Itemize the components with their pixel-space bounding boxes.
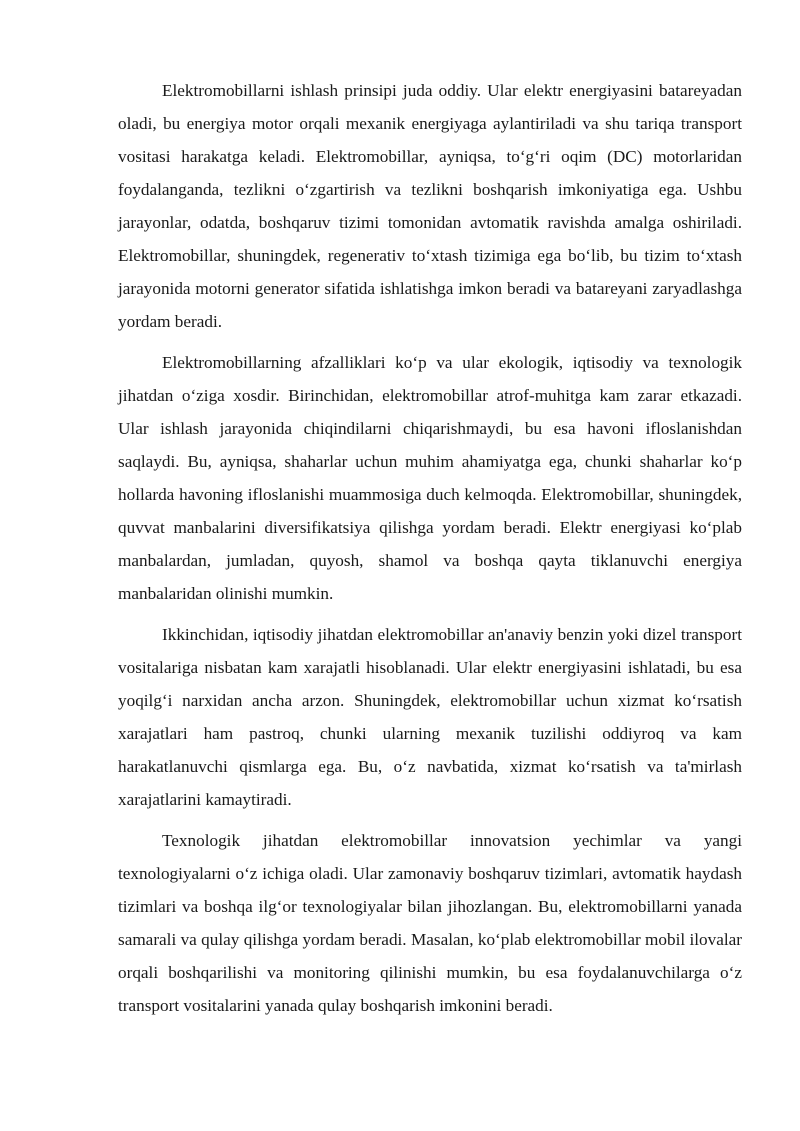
paragraph-working-principle: Elektromobillarni ishlash prinsipi juda oddiy. Ular elektr energiyasini batareyadan oladi, bu energiya motor orqali mexanik energiyaga aylantiriladi va shu tariqa transport vositasi harakatga keladi. Elektromobillar, ayniqsa, to‘g‘ri oqim (DC) motorlaridan foydalanganda, tezlikni o‘zgartirish va tezlikni boshqarish imkoniyatiga ega. Ushbu jarayonlar, odatda, boshqaruv tizimi tomonidan avtomatik ravishda amalga oshiriladi. Elektromobillar, shuningdek, regenerativ to‘xtash tizimiga ega bo‘lib, bu tizim to‘xtash jarayonida motorni generator sifatida ishlatishga imkon beradi va batareyani zaryadlashga yordam beradi. <box>118 81 742 331</box>
paragraph-advantages-economic: Ikkinchidan, iqtisodiy jihatdan elektromobillar an'anaviy benzin yoki dizel transport vositalariga nisbatan kam xarajatli hisoblanadi. Ular elektr energiyasini ishlatadi, bu esa yoqilg‘i narxidan ancha arzon. Shuningdek, elektromobillar uchun xizmat ko‘rsatish xarajatlari ham pastroq, chunki ularning mexanik tuzilishi oddiyroq va kam harakatlanuvchi qismlarga ega. Bu, o‘z navbatida, xizmat ko‘rsatish va ta'mirlash xarajatlarini kamaytiradi. <box>118 625 742 809</box>
document-page <box>118 74 742 1030</box>
paragraph-advantages-technological: Texnologik jihatdan elektromobillar innovatsion yechimlar va yangi texnologiyalarni o‘z ichiga oladi. Ular zamonaviy boshqaruv tizimlari, avtomatik haydash tizimlari va boshqa ilg‘or texnologiyalar bilan jihozlangan. Bu, elektromobillarni yanada samarali va qulay qilishga yordam beradi. Masalan, ko‘plab elektromobillar mobil ilovalar orqali boshqarilishi va monitoring qilinishi mumkin, bu esa foydalanuvchilarga o‘z transport vositalarini yanada qulay boshqarish imkonini beradi. <box>118 831 742 1015</box>
paragraph-advantages-ecological: Elektromobillarning afzalliklari ko‘p va ular ekologik, iqtisodiy va texnologik jihatdan o‘ziga xosdir. Birinchidan, elektromobillar atrof-muhitga kam zarar etkazadi. Ular ishlash jarayonida chiqindilarni chiqarishmaydi, bu esa havoni ifloslanishdan saqlaydi. Bu, ayniqsa, shaharlar uchun muhim ahamiyatga ega, chunki shaharlar ko‘p hollarda havoning ifloslanishi muammosiga duch kelmoqda. Elektromobillar, shuningdek, quvvat manbalarini diversifikatsiya qilishga yordam beradi. Elektr energiyasi ko‘plab manbalardan, jumladan, quyosh, shamol va boshqa qayta tiklanuvchi energiya manbalaridan olinishi mumkin. <box>118 353 742 603</box>
